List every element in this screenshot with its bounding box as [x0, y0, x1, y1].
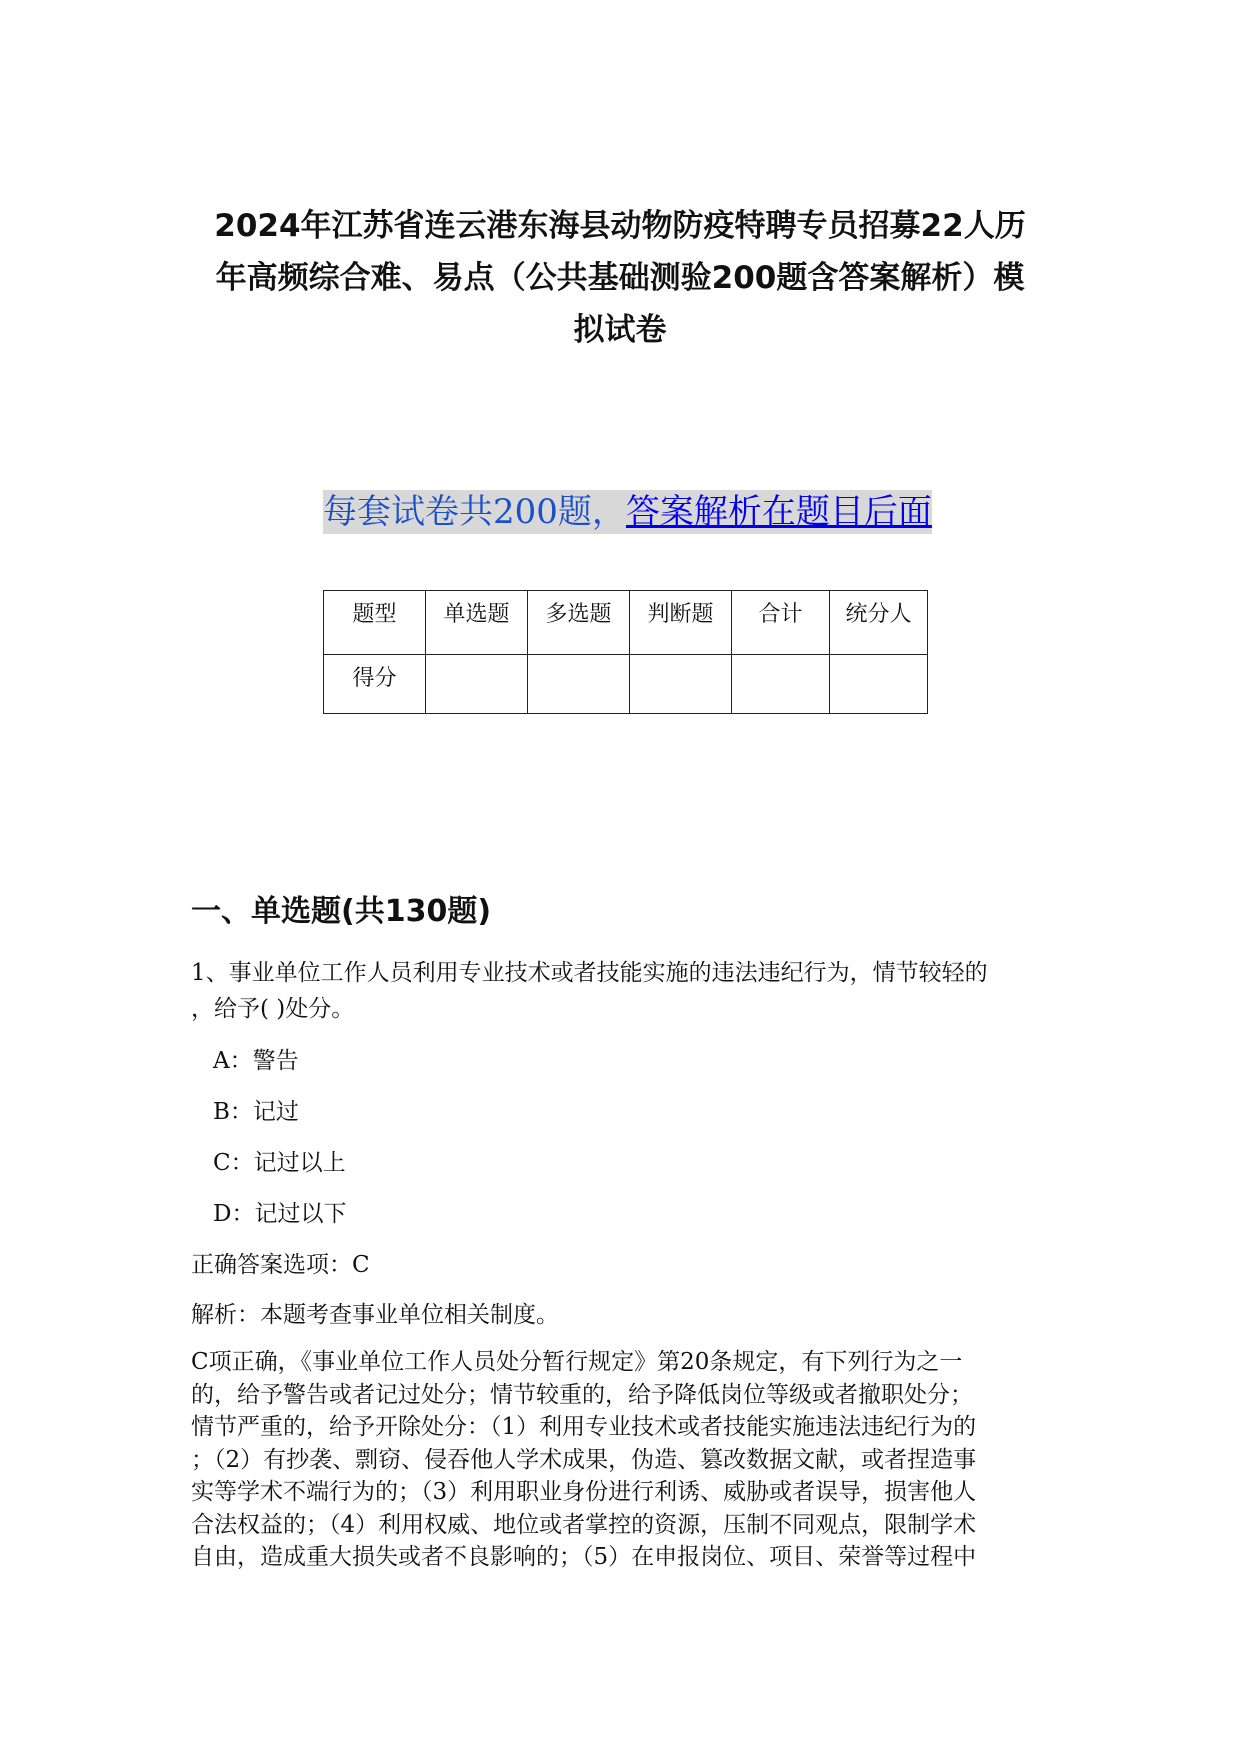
score-header-cell: 题型 [324, 591, 426, 655]
title-line: 拟试卷 [573, 312, 667, 348]
explanation [191, 1346, 1051, 1574]
analysis-intro: 解析：本题考查事业单位相关制度。 [191, 1302, 559, 1328]
score-header-cell: 多选题 [528, 591, 630, 655]
explanation-line: 合法权益的；（4）利用权威、地位或者掌控的资源，压制不同观点，限制学术 [191, 1511, 977, 1538]
explanation-line: 的，给予警告或者记过处分；情节较重的，给予降低岗位等级或者撤职处分； [191, 1381, 973, 1408]
option-b: B：记过 [213, 1099, 299, 1125]
score-table [323, 590, 928, 714]
title-line: 2024年江苏省连云港东海县动物防疫特聘专员招募22人历 [214, 208, 1026, 244]
correct-answer: 正确答案选项：C [191, 1252, 370, 1278]
score-header-cell: 单选题 [426, 591, 528, 655]
title-line: 年高频综合难、易点（公共基础测验200题含答案解析）模 [215, 260, 1025, 296]
banner-text: 每套试卷共200题， [323, 492, 626, 532]
question-stem [191, 955, 1051, 1027]
question-line: ，给予( )处分。 [191, 996, 355, 1022]
option-a: A：警告 [213, 1048, 299, 1074]
info-banner [323, 490, 932, 534]
score-table-row [324, 655, 928, 714]
score-header-cell: 判断题 [630, 591, 732, 655]
score-cell [732, 655, 830, 714]
explanation-line: 情节严重的，给予开除处分：（1）利用专业技术或者技能实施违法违纪行为的 [191, 1414, 977, 1440]
explanation-line: 实等学术不端行为的；（3）利用职业身份进行利诱、威胁或者误导，损害他人 [191, 1479, 977, 1505]
option-d: D：记过以下 [213, 1201, 347, 1227]
score-cell [426, 655, 528, 714]
option-c: C：记过以上 [213, 1150, 346, 1176]
explanation-line: ；（2）有抄袭、剽窃、侵吞他人学术成果，伪造、篡改数据文献，或者捏造事 [191, 1446, 977, 1473]
section-heading: 一、单选题(共130题) [191, 894, 492, 929]
score-header-cell: 统分人 [830, 591, 928, 655]
score-row-label: 得分 [324, 655, 426, 714]
score-cell [830, 655, 928, 714]
question-line: 1、事业单位工作人员利用专业技术或者技能实施的违法违纪行为，情节较轻的 [191, 960, 988, 986]
explanation-line: C项正确，《事业单位工作人员处分暂行规定》第20条规定，有下列行为之一 [191, 1349, 963, 1375]
score-header-cell: 合计 [732, 591, 830, 655]
banner-link[interactable]: 答案解析在题目后面 [625, 492, 932, 532]
explanation-line: 自由，造成重大损失或者不良影响的；（5）在申报岗位、项目、荣誉等过程中 [191, 1544, 977, 1570]
document-title [180, 200, 1060, 356]
score-cell [528, 655, 630, 714]
score-table-header-row [324, 591, 928, 655]
score-cell [630, 655, 732, 714]
